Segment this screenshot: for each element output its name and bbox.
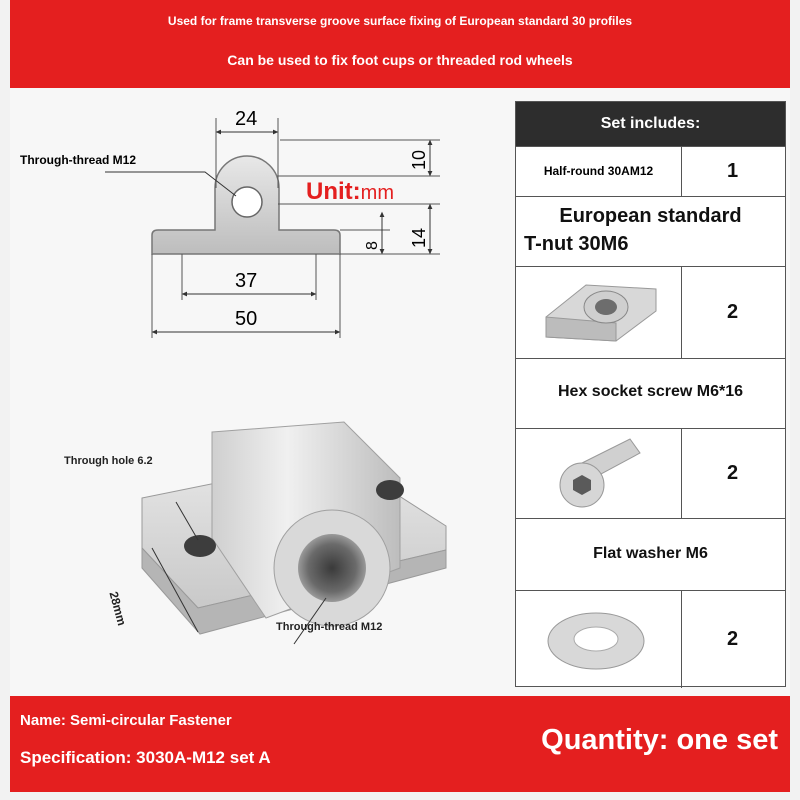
table-row bbox=[516, 358, 785, 428]
threaded-hole-shape bbox=[298, 534, 366, 602]
table-row bbox=[516, 196, 785, 266]
thread-callout-photo: Through-thread M12 bbox=[276, 621, 383, 633]
item-name-t-nut-line2: T-nut 30M6 bbox=[524, 233, 629, 255]
dim-24-label: 24 bbox=[235, 108, 258, 130]
item-name-hex-screw: Hex socket screw M6*16 bbox=[558, 383, 743, 400]
product-quantity: Quantity: one set bbox=[541, 724, 778, 756]
product-specification: Specification: 3030A-M12 set A bbox=[20, 748, 271, 767]
item-name-half-round: Half-round 30AM12 bbox=[543, 164, 654, 178]
thread-hole-shape bbox=[232, 187, 262, 217]
banner-usage-line: Used for frame transverse groove surface fixing of European standard 30 profiles bbox=[167, 14, 633, 28]
thread-callout-drawing: Through-thread M12 bbox=[20, 153, 136, 167]
item-name-t-nut-line1: European standard bbox=[559, 205, 742, 227]
set-includes-header: Set includes: bbox=[516, 102, 785, 146]
t-nut-image bbox=[516, 267, 682, 359]
top-banner bbox=[10, 0, 790, 88]
unit-label-text: Unit: bbox=[306, 178, 361, 205]
item-name-flat-washer: Flat washer M6 bbox=[593, 545, 708, 562]
table-row bbox=[516, 266, 785, 358]
dim-37-label: 37 bbox=[235, 270, 258, 292]
banner-application-line: Can be used to fix foot cups or threaded rod wheels bbox=[227, 52, 573, 68]
left-mount-hole-shape bbox=[184, 535, 216, 557]
dim-10-label: 10 bbox=[409, 149, 429, 170]
item-qty-flat-washer: 2 bbox=[726, 628, 739, 650]
table-row bbox=[516, 518, 785, 590]
bottom-banner bbox=[10, 696, 790, 792]
table-row bbox=[516, 146, 785, 196]
right-mount-hole-shape bbox=[376, 480, 404, 500]
flat-washer-image bbox=[516, 591, 682, 689]
item-qty-hex-screw: 2 bbox=[726, 462, 739, 484]
technical-drawing bbox=[10, 88, 510, 428]
unit-value: mm bbox=[360, 182, 394, 204]
table-row bbox=[516, 590, 785, 688]
unit-label bbox=[306, 178, 394, 206]
set-includes-table bbox=[515, 101, 786, 687]
item-qty-t-nut: 2 bbox=[726, 301, 739, 323]
product-name: Name: Semi-circular Fastener bbox=[20, 712, 232, 729]
dim-14-label: 14 bbox=[409, 227, 429, 248]
dim-50-label: 50 bbox=[235, 308, 258, 330]
item-qty-half-round: 1 bbox=[726, 160, 739, 182]
hex-screw-image bbox=[516, 429, 682, 519]
table-row bbox=[516, 428, 785, 518]
dim-8-label: 8 bbox=[364, 241, 381, 250]
photo-width-label: 28mm bbox=[106, 590, 129, 628]
through-hole-callout: Through hole 6.2 bbox=[64, 455, 153, 467]
